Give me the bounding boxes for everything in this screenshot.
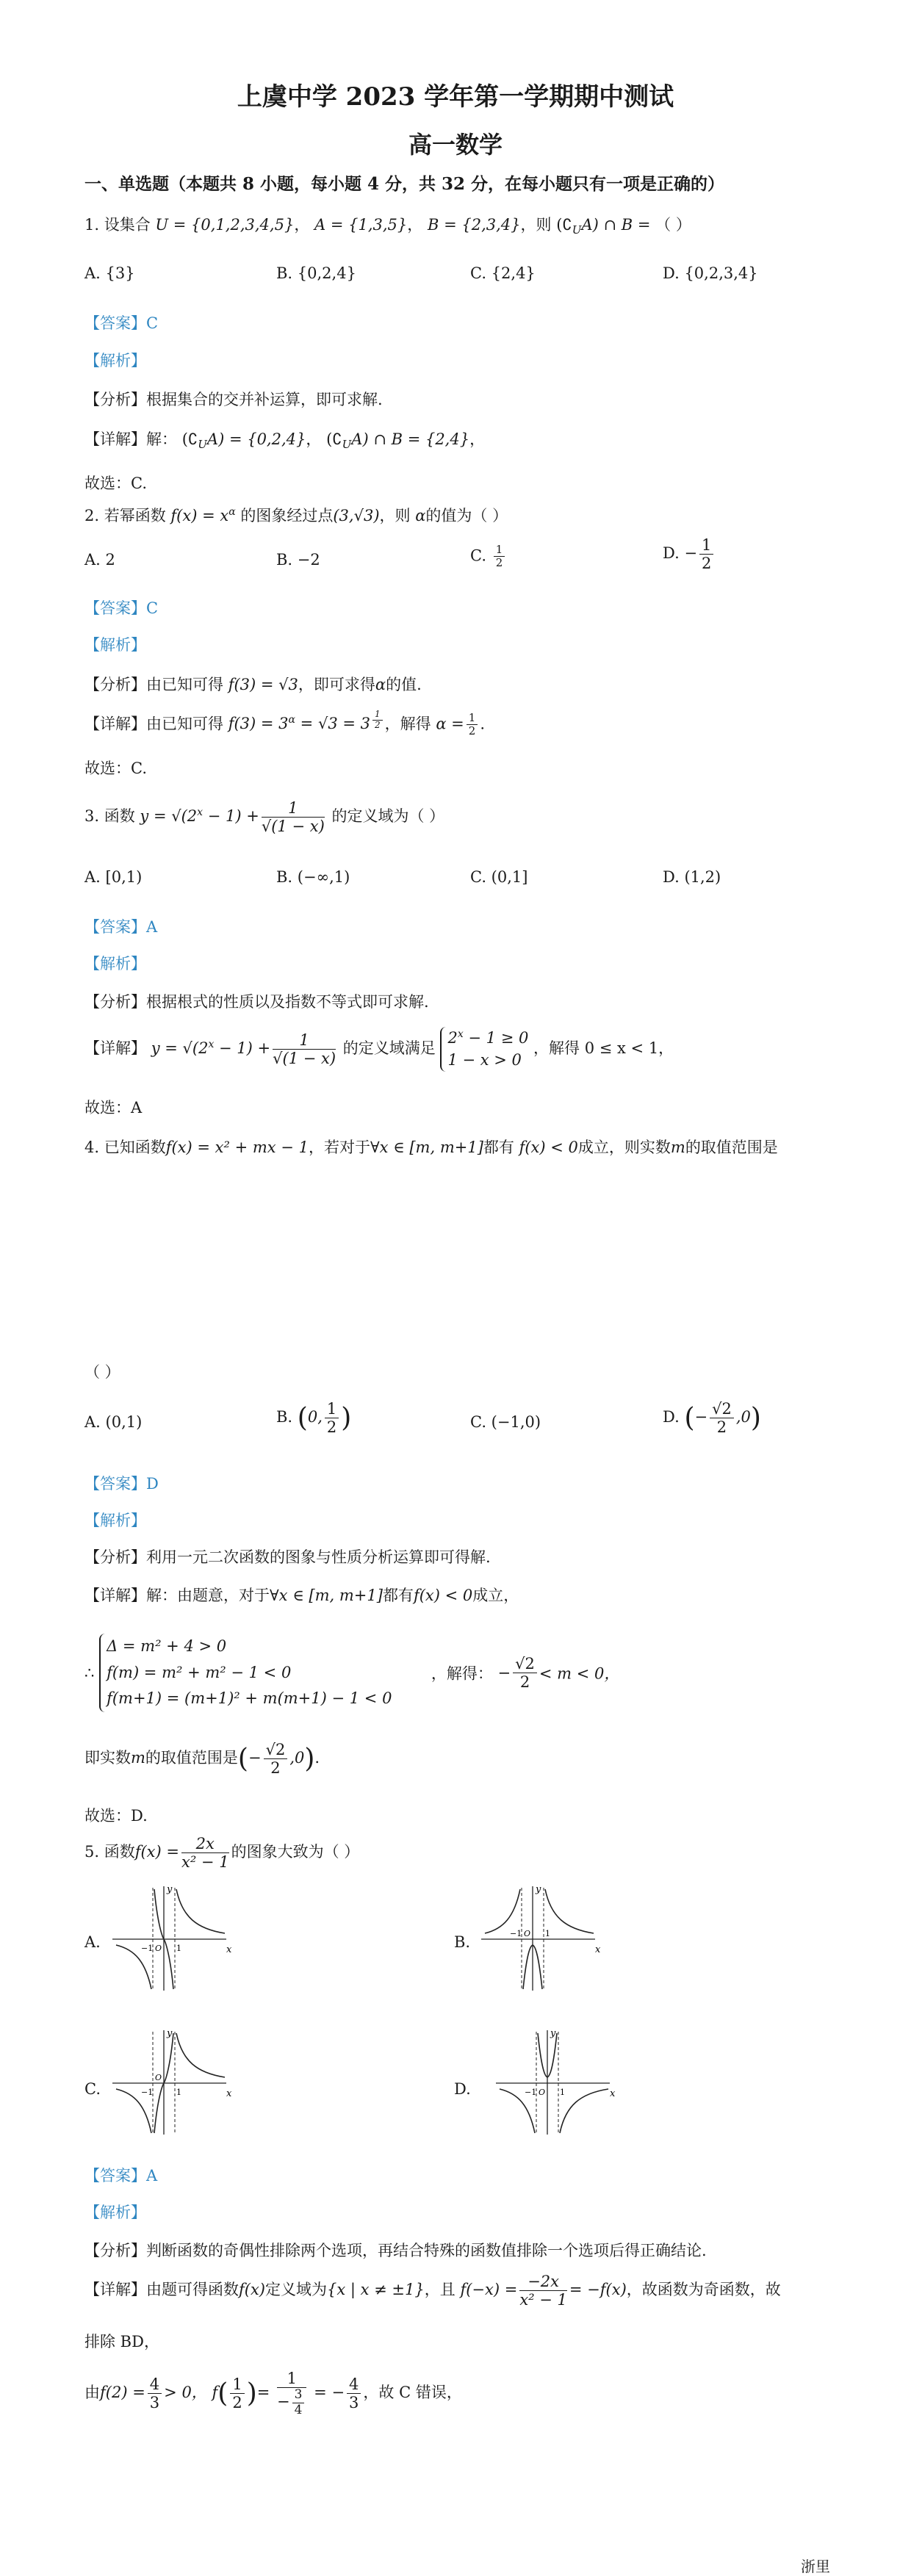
q2-d-label: D. − bbox=[663, 544, 698, 563]
q5-option-c-label: C. bbox=[84, 2080, 101, 2098]
answer-label: 【答案】 bbox=[84, 599, 146, 617]
q3-func2: − 1) + bbox=[207, 807, 259, 826]
q5-b-axis-y: y bbox=[536, 1884, 541, 1895]
q5-answer-value: A bbox=[146, 2167, 158, 2184]
q2-stem bbox=[84, 504, 508, 526]
q5-l3-c: f bbox=[212, 2384, 218, 2402]
q4-solve-pre: ，解得： bbox=[431, 1664, 493, 1683]
q4-s1: Δ = m² + 4 > 0 bbox=[107, 1637, 227, 1655]
q5-analysis-label: 【解析】 bbox=[84, 2204, 146, 2221]
q2-option-a: A. 2 bbox=[84, 551, 115, 569]
q4-s2: f(m) = m² + m² − 1 < 0 bbox=[107, 1663, 292, 1681]
q2-d-frac bbox=[699, 536, 713, 572]
q2-alpha: α bbox=[415, 507, 426, 524]
q4-conc-frac bbox=[264, 1741, 288, 1777]
q5-num: 2x bbox=[181, 1835, 229, 1853]
q3-fenxi bbox=[84, 990, 429, 1012]
q4-stem-mid: ，若对于 bbox=[308, 1139, 370, 1156]
q2-stem-end: 的值为（ ） bbox=[425, 507, 508, 524]
q4-m: m bbox=[670, 1139, 685, 1156]
q4-d-label: D. bbox=[663, 1408, 680, 1426]
xiangjie-label: 【详解】 bbox=[84, 430, 146, 448]
q5-odd-frac bbox=[519, 2273, 567, 2309]
q1-option-a: A. {3} bbox=[84, 264, 135, 282]
q4-stem-pre: 4. 已知函数 bbox=[84, 1139, 166, 1156]
q2-xj-exp: α bbox=[288, 714, 295, 726]
q3-func bbox=[140, 799, 326, 836]
exam-title: 上虞中学 2023 学年第一学期期中测试 bbox=[237, 82, 674, 112]
q5-l3-d-den bbox=[277, 2388, 306, 2417]
q5-b-tick-1: 1 bbox=[545, 1929, 550, 1938]
q1-fenxi-text: 根据集合的交并补运算，即可求解. bbox=[146, 391, 383, 408]
guxuan-label: 故选： bbox=[84, 1807, 131, 1825]
q5-b-tick-m1: −1 bbox=[510, 1929, 522, 1938]
q5-xj-line3: 由f(2) = $\frac{4}{3}$ > 0， f( $\frac{1}{2}$ )= 1 − $\frac{3}{4}$ = − $\frac{4}{3}$ ，故 C 错误， bbox=[84, 2370, 462, 2417]
q3-xj-func2: − 1) + bbox=[219, 1039, 271, 1057]
q2-fenxi-alpha: α bbox=[375, 676, 386, 693]
q5-l3-a-frac bbox=[148, 2375, 162, 2411]
q5-stem-pre: 5. 函数 bbox=[84, 1843, 135, 1861]
xiangjie-label: 【详解】 bbox=[84, 1587, 146, 1604]
q4-end: D. bbox=[131, 1807, 148, 1825]
q5-l3-e-den: 3 bbox=[349, 2394, 359, 2412]
q4-solve-num: √2 bbox=[513, 1655, 537, 1673]
q2-xj-exp-den: 2 bbox=[375, 719, 381, 730]
q4-xj-end: 成立， bbox=[472, 1587, 519, 1604]
q5-xj-line2: 排除 BD， bbox=[84, 2333, 159, 2350]
q5-graph-b bbox=[478, 1880, 602, 1998]
q5-l3-c-frac bbox=[230, 2375, 244, 2411]
q1-set-u: U = {0,1,2,3,4,5} bbox=[155, 216, 295, 234]
fenxi-label: 【分析】 bbox=[84, 993, 146, 1011]
q5-xj-mid2: ，且 bbox=[424, 2281, 455, 2299]
q2-xj-eq bbox=[228, 709, 385, 733]
q4-s3: f(m+1) = (m+1)² + m(m+1) − 1 < 0 bbox=[107, 1689, 392, 1708]
q3-answer bbox=[84, 915, 157, 937]
guxuan-label: 故选： bbox=[84, 760, 131, 777]
q4-stem-end: 的取值范围是 bbox=[685, 1139, 778, 1156]
q5-l3-c-num: 1 bbox=[230, 2375, 244, 2394]
q2-func-text: f(x) = x bbox=[170, 507, 229, 524]
q5-option-d-label: D. bbox=[454, 2080, 471, 2098]
answer-label: 【答案】 bbox=[84, 314, 146, 332]
q2-option-c bbox=[470, 544, 507, 570]
q3-xj-func bbox=[151, 1031, 338, 1067]
fenxi-label: 【分析】 bbox=[84, 2242, 146, 2259]
q4-b-den: 2 bbox=[326, 1418, 337, 1437]
q5-a-axis-x: x bbox=[226, 1944, 232, 1955]
q3-system bbox=[440, 1027, 528, 1072]
q3-end: A bbox=[131, 1099, 143, 1116]
q5-den: x² − 1 bbox=[181, 1853, 229, 1872]
page-footer: 浙里 bbox=[801, 2558, 830, 2575]
q5-c-tick-1: 1 bbox=[176, 2088, 181, 2097]
q2-c-den: 2 bbox=[495, 556, 503, 570]
q1-ask2: A) ∩ B = bbox=[581, 216, 651, 234]
q4-conc-m: m bbox=[131, 1749, 145, 1767]
q5-d-axis-y: y bbox=[550, 2028, 556, 2039]
q4-xj-mid: 都有 bbox=[382, 1587, 414, 1604]
q1-xj2-sub: U bbox=[342, 438, 352, 452]
q2-answer bbox=[84, 596, 158, 618]
q3-sys-x: x bbox=[457, 1028, 464, 1040]
q4-conclusion-range: 即实数m的取值范围是(− $\frac{√2}{2}$ ,0). bbox=[84, 1741, 320, 1778]
q5-fenxi bbox=[84, 2239, 707, 2261]
q5-d-axis-x: x bbox=[610, 2088, 616, 2099]
q3-xj-frac-den: √(1 − x) bbox=[273, 1049, 336, 1067]
q5-l3-d-den-num: 3 bbox=[292, 2388, 305, 2403]
q4-solve-post: < m < 0， bbox=[539, 1664, 620, 1683]
q2-func bbox=[170, 507, 235, 524]
q5-stem-post: 的图象大致为（ ） bbox=[231, 1843, 360, 1861]
q2-option-b: B. −2 bbox=[276, 551, 320, 569]
q5-domain: {x | x ≠ ±1} bbox=[327, 2281, 425, 2299]
q2-exp: α bbox=[228, 506, 236, 518]
q1-xj2b: A) ∩ B = {2,4} bbox=[351, 430, 470, 448]
q3-stem-pre: 3. 函数 bbox=[84, 807, 135, 826]
q2-point: (3,√3) bbox=[333, 507, 380, 524]
q5-option-b-label: B. bbox=[454, 1933, 471, 1951]
xiangjie-label: 【详解】 bbox=[84, 2281, 146, 2299]
q4-d-num: √2 bbox=[710, 1400, 734, 1418]
q5-c-axis-y: y bbox=[167, 2028, 173, 2039]
q5-xj-mid: 定义域为 bbox=[265, 2281, 328, 2299]
q1-sub: U bbox=[572, 223, 582, 237]
q5-graph-d bbox=[492, 2024, 617, 2142]
q5-odd-den: x² − 1 bbox=[519, 2291, 567, 2309]
q4-system-line: ∴ Δ = m² + 4 > 0 f(m) = m² + m² − 1 < 0 f(m+1) = (m+1)² + m(m+1) − 1 < 0 ，解得： − $\frac{√2}{2}$ < m < 0， bbox=[84, 1634, 619, 1712]
q3-xj-post: 的定义域满足 bbox=[342, 1039, 436, 1057]
q3-stem-post: 的定义域为（ ） bbox=[331, 807, 445, 826]
q4-conc-mid: 的取值范围是 bbox=[145, 1749, 238, 1767]
q5-l3-a: f(2) = bbox=[100, 2384, 145, 2402]
q5-xj-post: ，故函数为奇函数，故 bbox=[626, 2281, 781, 2299]
q5-l3-pre: 由 bbox=[84, 2384, 100, 2402]
q2-stem-mid: 的图象经过点 bbox=[240, 507, 334, 524]
q1-xj-eq2 bbox=[326, 430, 470, 452]
q4-option-b: B. (0, $\frac{1}{2}$ ) bbox=[276, 1400, 352, 1437]
q1-xj-pre: 解： bbox=[146, 430, 177, 448]
q5-d-tick-m1: −1 bbox=[525, 2088, 537, 2097]
q2-fenxi-pre: 由已知可得 bbox=[146, 676, 223, 693]
q2-stem-pre: 2. 若幂函数 bbox=[84, 507, 166, 524]
q5-d-tick-1: 1 bbox=[560, 2088, 565, 2097]
q4-func: f(x) = x² + mx − 1 bbox=[165, 1139, 309, 1156]
q5-a-tick-1: 1 bbox=[176, 1944, 181, 1953]
exam-subtitle: 高一数学 bbox=[408, 131, 503, 159]
q2-fenxi-eq: f(3) = √3 bbox=[228, 676, 298, 693]
q3-xj-res: ，解得 0 ≤ x < 1， bbox=[533, 1039, 674, 1057]
q5-func: f(x) = bbox=[134, 1843, 179, 1861]
q4-stem-post: 成立，则实数 bbox=[577, 1139, 671, 1156]
q3-func-text: y = √(2 bbox=[140, 807, 198, 826]
q3-answer-value: A bbox=[146, 918, 158, 936]
guxuan-label: 故选： bbox=[84, 1099, 131, 1116]
q5-xiangjie: 【详解】由题可得函数f(x)定义域为{x | x ≠ ±1}，且 f(−x) = $\frac{-2x}{\text{x² − 1}}$ = −f(x)，故函数为奇函数，故 bbox=[84, 2273, 781, 2309]
q1-ask: (∁ bbox=[556, 216, 572, 234]
q5-d-tick-o: O bbox=[539, 2088, 546, 2097]
q2-conclusion bbox=[84, 757, 147, 779]
q4-xj-pre: 解：由题意，对于 bbox=[146, 1587, 270, 1604]
q4-system bbox=[99, 1634, 392, 1712]
q3-sys1: 2 bbox=[447, 1029, 458, 1047]
q2-fenxi-post: ，即可求得 bbox=[298, 676, 375, 693]
q5-l3-c-den: 2 bbox=[232, 2394, 242, 2412]
q2-c-frac bbox=[494, 544, 505, 570]
q1-xj-eq1 bbox=[181, 430, 306, 452]
q1-paren: （ ） bbox=[655, 216, 691, 234]
q5-answer bbox=[84, 2164, 157, 2186]
q5-a-tick-m1: −1 bbox=[141, 1944, 154, 1953]
q4-analysis-label: 【解析】 bbox=[84, 1512, 146, 1529]
q4-conc-num: √2 bbox=[264, 1741, 288, 1759]
q1-stem: 1. 设集合 U = {0,1,2,3,4,5}， A = {1,3,5}， B = {2,3,4}，则 $(∁_UA)$ ∩ B = （ ） bbox=[84, 216, 691, 237]
q4-b-num: 1 bbox=[325, 1400, 339, 1418]
q5-a-axis-y: y bbox=[167, 1884, 173, 1895]
q3-fenxi-text: 根据根式的性质以及指数不等式即可求解. bbox=[146, 993, 429, 1011]
q1-xj2: (∁ bbox=[326, 430, 342, 448]
q5-l3-d-frac bbox=[277, 2370, 306, 2417]
q1-conclusion bbox=[84, 472, 147, 494]
q4-conc-pre: 即实数 bbox=[84, 1749, 131, 1767]
q5-l3-e: = − bbox=[314, 2384, 345, 2402]
xiangjie-label: 【详解】 bbox=[84, 1039, 146, 1057]
q4-answer-value: D bbox=[146, 1475, 159, 1493]
q2-xj-post: ，解得 bbox=[384, 715, 431, 733]
q5-graph-c bbox=[109, 2024, 234, 2142]
q1-stem-post: ，则 bbox=[520, 216, 552, 234]
q2-d-num: 1 bbox=[699, 536, 713, 555]
q4-solve-den: 2 bbox=[519, 1673, 530, 1692]
q4-conclusion bbox=[84, 1804, 148, 1826]
q5-b-tick-o: O bbox=[524, 1929, 531, 1938]
q3-xj-frac-num: 1 bbox=[273, 1031, 336, 1050]
q3-stem bbox=[84, 799, 444, 835]
q5-c-tick-m1: −1 bbox=[141, 2088, 154, 2097]
xiangjie-label: 【详解】 bbox=[84, 715, 146, 733]
q2-end: C. bbox=[131, 760, 147, 777]
q1-option-c: C. {2,4} bbox=[470, 264, 536, 282]
guxuan-label: 故选： bbox=[84, 475, 131, 492]
q2-analysis-label: 【解析】 bbox=[84, 636, 146, 654]
q4-answer bbox=[84, 1472, 159, 1494]
fenxi-label: 【分析】 bbox=[84, 676, 146, 693]
q5-stem bbox=[84, 1835, 359, 1871]
q5-b-axis-x: x bbox=[595, 1944, 601, 1955]
q1-xiangjie: 【详解】解： $(∁_UA) = \{0,2,4\}$， $(∁_UA)$ ∩ B = {2,4}， bbox=[84, 430, 486, 452]
q4-b-frac bbox=[325, 1400, 339, 1436]
q4-conc-den: 2 bbox=[270, 1759, 281, 1778]
q5-l3-d-den-pre: − bbox=[277, 2392, 290, 2411]
q4-stem-mid2: 都有 bbox=[483, 1139, 514, 1156]
q5-l3-d: = bbox=[256, 2384, 270, 2402]
q2-answer-value: C bbox=[146, 599, 159, 617]
q5-c-axis-x: x bbox=[226, 2088, 232, 2099]
q1-xj1: (∁ bbox=[181, 430, 198, 448]
q2-xj-res-frac bbox=[467, 712, 478, 738]
q3-option-a: A. [0,1) bbox=[84, 868, 143, 886]
q5-l3-e-frac bbox=[347, 2375, 361, 2411]
q3-xj-frac bbox=[273, 1031, 336, 1067]
q3-sys2: 1 − x > 0 bbox=[447, 1051, 522, 1069]
q2-c-num: 1 bbox=[494, 544, 505, 557]
q1-xj1-sub: U bbox=[198, 438, 207, 452]
q3-sys1b: − 1 ≥ 0 bbox=[468, 1029, 529, 1047]
q4-xj-cond2: f(x) < 0 bbox=[413, 1587, 473, 1604]
answer-label: 【答案】 bbox=[84, 918, 146, 936]
q2-xj-eq-text: f(3) = 3 bbox=[228, 715, 289, 733]
fenxi-label: 【分析】 bbox=[84, 391, 146, 408]
q4-option-a: A. (0,1) bbox=[84, 1413, 143, 1431]
q1-option-d: D. {0,2,3,4} bbox=[663, 264, 758, 282]
q2-option-d bbox=[663, 536, 716, 572]
q3-frac-den: √(1 − x) bbox=[261, 818, 325, 836]
q5-l3-d-num: 1 bbox=[277, 2370, 306, 2388]
q1-stem-pre: 1. 设集合 bbox=[84, 216, 151, 234]
answer-label: 【答案】 bbox=[84, 1475, 146, 1493]
q4-fenxi-text: 利用一元二次函数的图象与性质分析运算即可得解. bbox=[146, 1548, 491, 1566]
q3-sys-row1 bbox=[447, 1029, 528, 1047]
q2-fenxi bbox=[84, 673, 422, 695]
q2-xj-exp-frac bbox=[372, 710, 383, 731]
q3-option-d: D. (1,2) bbox=[663, 868, 721, 886]
q1-analysis-label: 【解析】 bbox=[84, 352, 146, 369]
q5-l3-a-num: 4 bbox=[148, 2375, 162, 2394]
q2-xiangjie: 【详解】由已知可得 $f(3) = 3^\alpha = √3 = 3$ $^{\frac{1}{2}}$ ，解得 α = $\frac{1}{2}$ . bbox=[84, 709, 486, 738]
q5-odd-rhs: = −f(x) bbox=[569, 2281, 627, 2299]
q3-func-x: x bbox=[197, 807, 204, 819]
q2-xj-pre: 由已知可得 bbox=[146, 715, 223, 733]
q5-xj-pre: 由题可得函数 bbox=[146, 2281, 239, 2299]
q4-xiangjie bbox=[84, 1584, 519, 1606]
q5-l3-a-den: 3 bbox=[149, 2394, 160, 2412]
q4-option-c: C. (−1,0) bbox=[470, 1413, 541, 1431]
q3-analysis-label: 【解析】 bbox=[84, 955, 146, 973]
q4-stem bbox=[84, 1136, 778, 1158]
q1-xj1b: A) = {0,2,4} bbox=[206, 430, 306, 448]
q2-xj-res: α = bbox=[436, 715, 464, 733]
q2-xj-res-num: 1 bbox=[467, 712, 478, 725]
q3-option-c: C. (0,1] bbox=[470, 868, 528, 886]
q4-d-den: 2 bbox=[716, 1418, 727, 1437]
q2-d-den: 2 bbox=[702, 555, 712, 573]
q1-question bbox=[556, 216, 651, 237]
section-heading: 一、单选题（本题共 8 小题，每小题 4 分，共 32 分，在每小题只有一项是正确的） bbox=[84, 174, 725, 194]
q4-cond2: f(x) < 0 bbox=[519, 1139, 578, 1156]
q2-c-label: C. bbox=[470, 546, 486, 565]
q2-xj-res-den: 2 bbox=[468, 724, 476, 738]
q3-xj-func-x: x bbox=[208, 1038, 215, 1050]
q1-set-a: A = {1,3,5} bbox=[314, 216, 408, 234]
q2-fenxi-end: 的值. bbox=[386, 676, 422, 693]
q5-l3-d-den-den: 4 bbox=[294, 2402, 303, 2417]
answer-label: 【答案】 bbox=[84, 2167, 146, 2184]
q1-answer bbox=[84, 311, 158, 333]
q4-therefore: ∴ bbox=[84, 1664, 95, 1682]
q1-end: C. bbox=[131, 475, 147, 492]
q3-option-b: B. (−∞,1) bbox=[276, 868, 350, 886]
q4-paren: （ ） bbox=[84, 1363, 120, 1381]
fenxi-label: 【分析】 bbox=[84, 1548, 146, 1566]
q5-option-a-label: A. bbox=[84, 1933, 101, 1951]
q5-l3-e-num: 4 bbox=[347, 2375, 361, 2394]
q5-a-tick-o: O bbox=[155, 1944, 162, 1953]
q5-l3-d-den-frac bbox=[292, 2388, 305, 2417]
q4-b-label: B. bbox=[276, 1408, 293, 1426]
q4-d-frac bbox=[710, 1400, 734, 1436]
q1-set-b: B = {2,3,4} bbox=[427, 216, 521, 234]
q5-frac bbox=[181, 1835, 229, 1871]
q4-solve-frac bbox=[513, 1655, 537, 1691]
q4-xj-cond: ∀x ∈ [m, m+1] bbox=[270, 1587, 383, 1604]
q3-frac bbox=[262, 799, 325, 835]
q3-xiangjie bbox=[84, 1027, 674, 1072]
q1-option-b: B. {0,2,4} bbox=[276, 264, 356, 282]
q5-graph-a bbox=[109, 1880, 234, 1998]
q5-l3-b: > 0， bbox=[164, 2384, 207, 2402]
q5-fenxi-text: 判断函数的奇偶性排除两个选项，再结合特殊的函数值排除一个选项后得正确结论. bbox=[146, 2242, 707, 2259]
q5-c-tick-o: O bbox=[155, 2073, 162, 2082]
q5-odd-lhs: f(−x) = bbox=[460, 2281, 518, 2299]
q2-stem-post: ，则 bbox=[379, 507, 411, 524]
q4-option-d: D. (− $\frac{√2}{2}$ ,0) bbox=[663, 1400, 761, 1437]
q3-frac-num: 1 bbox=[262, 799, 325, 818]
q1-fenxi bbox=[84, 388, 383, 410]
q4-cond: ∀x ∈ [m, m+1] bbox=[370, 1139, 483, 1156]
q2-xj-exp-num: 1 bbox=[372, 710, 383, 721]
q4-fenxi bbox=[84, 1545, 491, 1567]
q1-answer-value: C bbox=[146, 314, 159, 332]
q2-xj-eq2: = √3 = 3 bbox=[300, 715, 370, 733]
q5-odd-num: −2x bbox=[519, 2273, 567, 2291]
q3-xj-func-text: y = √(2 bbox=[151, 1039, 209, 1057]
q5-l3-post: ，故 C 错误， bbox=[363, 2384, 462, 2402]
q3-conclusion bbox=[84, 1096, 142, 1118]
